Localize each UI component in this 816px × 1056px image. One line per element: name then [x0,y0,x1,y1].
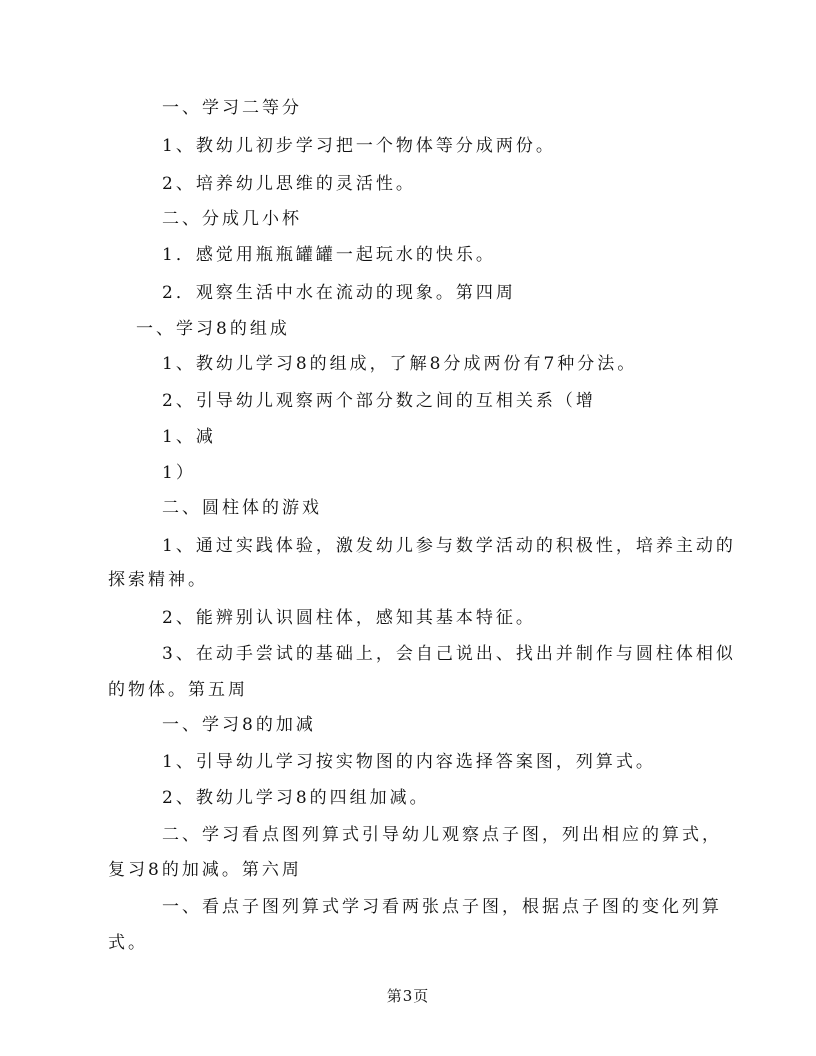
text-line: 2、能辨别认识圆柱体，感知其基本特征。 [162,608,536,628]
text-line: 1、教幼儿初步学习把一个物体等分成两份。 [162,136,556,156]
text-line: 1、教幼儿学习8的组成，了解8分成两份有7种分法。 [162,354,638,374]
text-line: 一、看点子图列算式学习看两张点子图，根据点子图的变化列算 [162,897,722,917]
text-line: 二、分成几小杯 [162,209,302,229]
text-line: 式。 [108,933,148,953]
text-line: 的物体。第五周 [108,680,248,700]
page-number: 第3页 [386,987,430,1005]
text-line: 探索精神。 [108,570,208,590]
text-line: 2、引导幼儿观察两个部分数之间的互相关系（增 [162,391,596,411]
text-line: 复习8的加减。第六周 [108,860,302,880]
text-line: 一、学习8的组成 [136,319,290,339]
text-line: 1） [162,463,196,483]
text-line: 1、引导幼儿学习按实物图的内容选择答案图，列算式。 [162,752,656,772]
text-line: 3、在动手尝试的基础上，会自己说出、找出并制作与圆柱体相似 [162,644,736,664]
text-line: 二、学习看点图列算式引导幼儿观察点子图，列出相应的算式， [162,825,722,845]
text-line: 2、教幼儿学习8的四组加减。 [162,788,430,808]
text-line: 1、减 [162,427,216,447]
text-line: 2．观察生活中水在流动的现象。第四周 [162,283,516,303]
text-line: 1．感觉用瓶瓶罐罐一起玩水的快乐。 [162,245,496,265]
text-line: 二、圆柱体的游戏 [162,498,322,518]
text-line: 1、通过实践体验，激发幼儿参与数学活动的积极性，培养主动的 [162,536,736,556]
text-line: 2、培养幼儿思维的灵活性。 [162,174,416,194]
text-line: 一、学习二等分 [162,98,302,118]
text-line: 一、学习8的加减 [162,715,316,735]
